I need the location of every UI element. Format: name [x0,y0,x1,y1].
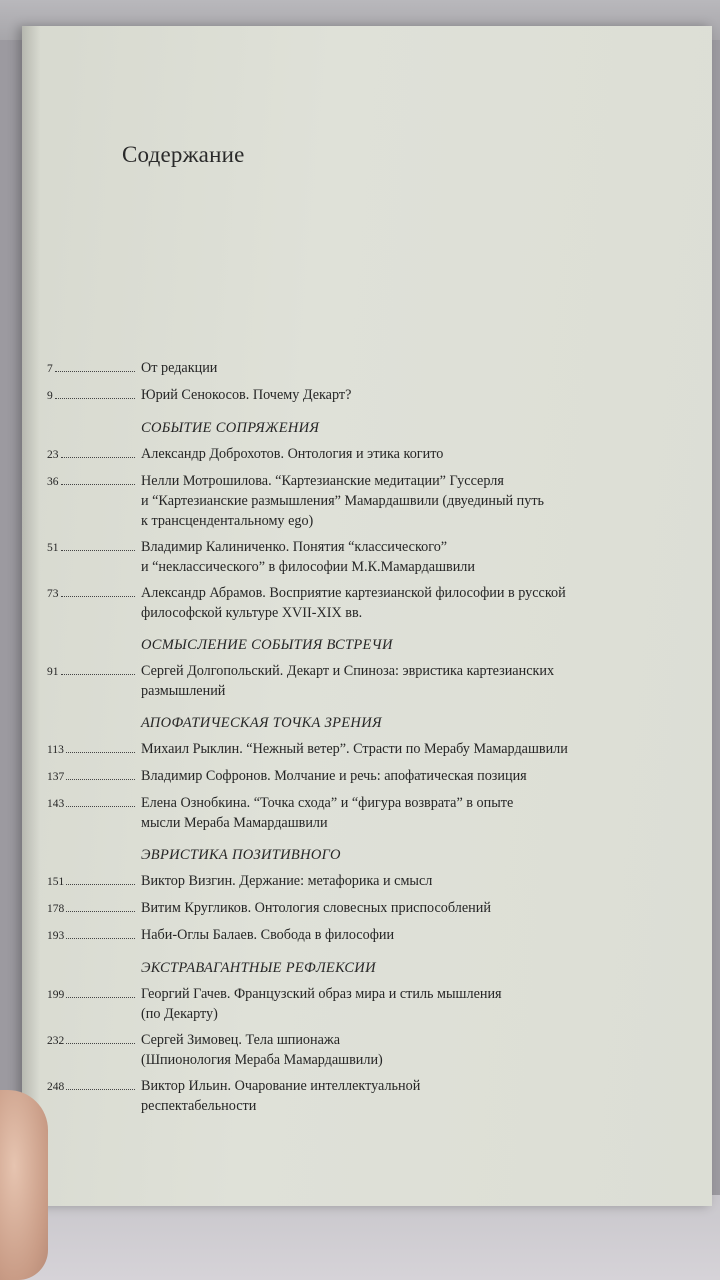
toc-leader-dots [61,444,136,458]
toc-section-heading: ЭКСТРАВАГАНТНЫЕ РЕФЛЕКСИИ [141,960,376,976]
toc-entry-title: Виктор Ильин. Очарование интеллектуальной респектабельности [141,1078,421,1114]
toc-entry-title: Елена Ознобкина. “Точка схода” и “фигура возврата” в опыте мысли Мераба Мамардашвили [141,795,514,831]
toc-entry-lead [47,385,141,406]
toc-entry-lead [47,871,141,892]
toc-entry [47,358,627,379]
toc-leader-dots [55,358,135,372]
toc-entry [47,739,627,760]
toc-entry-lead [47,898,141,919]
toc-entry-title: Александр Абрамов. Восприятие картезианской философии в русской философской культуре XVII-XIX вв. [141,585,566,621]
toc-entry-lead [47,793,141,833]
toc-page-number: 143 [47,798,65,810]
toc-entry [47,898,627,919]
toc-entry-lead [47,583,141,623]
toc-leader-dots [61,471,136,485]
toc-leader-dots [61,583,136,597]
toc-entry-title: Наби-Оглы Балаев. Свобода в философии [141,927,395,943]
toc-page-number: 232 [47,1035,65,1047]
toc-entry [47,766,627,787]
toc-section-heading: СОБЫТИЕ СОПРЯЖЕНИЯ [141,420,320,436]
toc-leader-dots [66,793,135,807]
toc-entry-title: Александр Доброхотов. Онтология и этика когито [141,446,444,462]
toc-entry [47,984,627,1024]
toc-entry-lead [47,739,141,760]
toc-page-number: 248 [47,1081,65,1093]
toc-entry-lead [47,661,141,701]
toc-entry-lead [47,471,141,531]
toc-entry-title: Владимир Софронов. Молчание и речь: апофатическая позиция [141,768,527,784]
toc-leader-dots [66,984,135,998]
toc-page-number: 7 [47,363,53,375]
toc-entry-title: Виктор Визгин. Держание: метафорика и смысл [141,873,433,889]
toc-section-heading: ОСМЫСЛЕНИЕ СОБЫТИЯ ВСТРЕЧИ [141,637,393,653]
toc-page-number: 178 [47,903,65,915]
toc-leader-dots [66,871,135,885]
book-page [22,26,712,1206]
page-title: Содержание [122,142,245,167]
toc-leader-dots [61,537,136,551]
toc-page-number: 51 [47,542,59,554]
toc-entry-lead [47,766,141,787]
toc-entry [47,661,627,701]
toc-entry [47,444,627,465]
toc-entry-title: Юрий Сенокосов. Почему Декарт? [141,387,352,403]
toc-section-heading: ЭВРИСТИКА ПОЗИТИВНОГО [141,847,341,863]
toc-entry [47,471,627,531]
toc-leader-dots [66,1076,135,1090]
toc-entry-lead [47,925,141,946]
finger [0,1090,48,1280]
toc-entry-lead [47,444,141,465]
toc-entry [47,1076,627,1116]
toc-entry [47,537,627,577]
toc-entry-title: Владимир Калиниченко. Понятия “классического” и “неклассического” в философии М.К.Мамардашвили [141,539,475,575]
toc-entry-lead [47,1030,141,1070]
toc-leader-dots [66,1030,135,1044]
toc-page-number: 91 [47,666,59,678]
toc-page-number: 137 [47,771,65,783]
toc-leader-dots [66,925,135,939]
toc-page-number: 23 [47,449,59,461]
toc-entry-lead [47,1076,141,1116]
toc-entry [47,583,627,623]
toc-entry [47,1030,627,1070]
toc-entry [47,385,627,406]
toc-page-number: 199 [47,989,65,1001]
page-gutter-shadow [22,26,40,1206]
toc-page-number: 73 [47,588,59,600]
toc-entry-lead [47,358,141,379]
toc-page-number: 9 [47,390,53,402]
toc-entry-title: Витим Кругликов. Онтология словесных приспособлений [141,900,491,916]
toc-entry [47,871,627,892]
table-of-contents [47,358,627,1122]
toc-entry [47,793,627,833]
toc-section-heading: АПОФАТИЧЕСКАЯ ТОЧКА ЗРЕНИЯ [141,715,382,731]
toc-page-number: 36 [47,476,59,488]
toc-leader-dots [61,661,136,675]
toc-entry-title: От редакции [141,360,218,376]
toc-entry-title: Сергей Зимовец. Тела шпионажа (Шпионология Мераба Мамардашвили) [141,1032,383,1068]
toc-page-number: 113 [47,744,64,756]
toc-entry [47,925,627,946]
toc-entry-lead [47,984,141,1024]
toc-entry-title: Михаил Рыклин. “Нежный ветер”. Страсти по Мерабу Мамардашвили [141,741,568,757]
toc-entry-title: Нелли Мотрошилова. “Картезианские медитации” Гуссерля и “Картезианские размышления” Мамардашвили (двуединый путь к трансцендентальному ego) [141,473,545,529]
toc-leader-dots [66,898,135,912]
toc-entry-title: Сергей Долгопольский. Декарт и Спиноза: эвристика картезианских размышлений [141,663,555,699]
toc-entry-lead [47,537,141,577]
background-surface-bottom [0,1195,720,1280]
toc-leader-dots [66,766,135,780]
toc-entry-title: Георгий Гачев. Французский образ мира и стиль мышления (по Декарту) [141,986,502,1022]
toc-leader-dots [66,739,135,753]
toc-page-number: 193 [47,930,65,942]
toc-page-number: 151 [47,876,65,888]
toc-leader-dots [55,385,135,399]
